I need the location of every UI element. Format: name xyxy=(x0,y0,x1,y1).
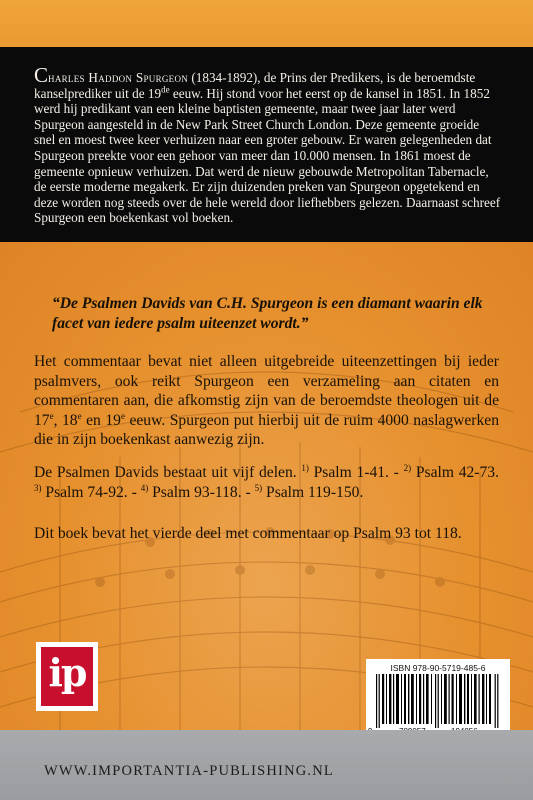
volumes-intro: De Psalmen Davids bestaat uit vijf delen. xyxy=(34,464,302,481)
this-volume-paragraph: Dit boek bevat het vierde deel met commentaar op Psalm 93 tot 118. xyxy=(34,525,462,542)
volume-range: Psalm 93-118. - xyxy=(148,483,255,501)
para1-part-a: Het commentaar bevat niet alleen uitgebreide uiteenzettingen bij ieder psalmvers, ook reikt Spurgeon een verzameling aan citaten en commentaren aan, die afkomstig zijn van de beroemdste theologen uit de 17 xyxy=(34,353,499,429)
top-orange-band xyxy=(0,0,533,47)
main-orange-panel xyxy=(0,242,533,730)
footer-band xyxy=(0,730,533,800)
volume-number: 3) xyxy=(34,482,42,493)
volume-range: Psalm 1-41. - xyxy=(308,464,404,481)
logo-red-square xyxy=(41,647,93,706)
century-superscript: de xyxy=(161,84,170,95)
publisher-website[interactable]: WWW.IMPORTANTIA-PUBLISHING.NL xyxy=(44,763,334,779)
biography-box xyxy=(0,47,533,242)
volumes-paragraph xyxy=(34,463,499,502)
quote xyxy=(52,294,492,334)
barcode-bars xyxy=(376,674,500,728)
logo-text: ip xyxy=(48,650,86,695)
para1-part-c: en 19 xyxy=(81,411,121,429)
para1-part-d: eeuw. Spurgeon put hierbij uit de ruim 4000 naslagwerken die in zijn boekenkast aanwezig zijn. xyxy=(34,411,500,449)
isbn-barcode xyxy=(366,659,510,739)
publisher-logo xyxy=(36,642,98,711)
quote-text: “De Psalmen Davids van C.H. Spurgeon is een diamant waarin elk facet van iedere psalm uiteenzet wordt.” xyxy=(52,295,483,332)
para1-part-b: , 18 xyxy=(53,411,78,429)
bio-rest: eeuw. Hij stond voor het eerst op de kansel in 1851. In 1852 werd hij predikant van een kleine baptisten gemeente, maar twee jaar later werd Spurgeon aangesteld in de New Park Street Church London. Deze gemeente groeide snel en moest twee keer verhuizen naar een groter gebouw. Er waren gelegenheden dat Spurgeon preekte voor een gehoor van meer dan 10.000 mensen. In 1861 moest de gemeente opnieuw verhuizen. Dat werd de nieuw gebouwde Metropolitan Tabernacle, de eerste moderne megakerk. Er zijn duizenden preken van Spurgeon opgetekend en deze worden nog steeds over de hele wereld door liefhebbers gelezen. Daarnaast schreef Spurgeon een boekenkast vol boeken. xyxy=(34,85,501,226)
superscript-e: e xyxy=(120,410,125,421)
biography-text xyxy=(34,63,501,226)
superscript-e: e xyxy=(49,410,54,421)
volume-number: 5) xyxy=(254,482,263,493)
volume-range: Psalm 119-150. xyxy=(262,483,364,501)
volume-range: Psalm 74-92. - xyxy=(41,483,141,501)
author-name: harles Haddon Spurgeon xyxy=(48,70,189,85)
superscript-e: e xyxy=(77,410,82,421)
volume-range: Psalm 42-73. xyxy=(411,464,499,481)
bio-intro: (1834-1892), de Prins der Predikers, is de beroemdste kanselprediker uit de 19 xyxy=(34,70,476,101)
drop-cap: C xyxy=(34,63,49,87)
commentary-paragraph xyxy=(34,352,499,450)
volume-number: 1) xyxy=(301,462,309,473)
isbn-number: ISBN 978-90-5719-485-6 xyxy=(390,663,486,673)
volume-number: 2) xyxy=(403,462,412,473)
volume-number: 4) xyxy=(140,482,149,493)
